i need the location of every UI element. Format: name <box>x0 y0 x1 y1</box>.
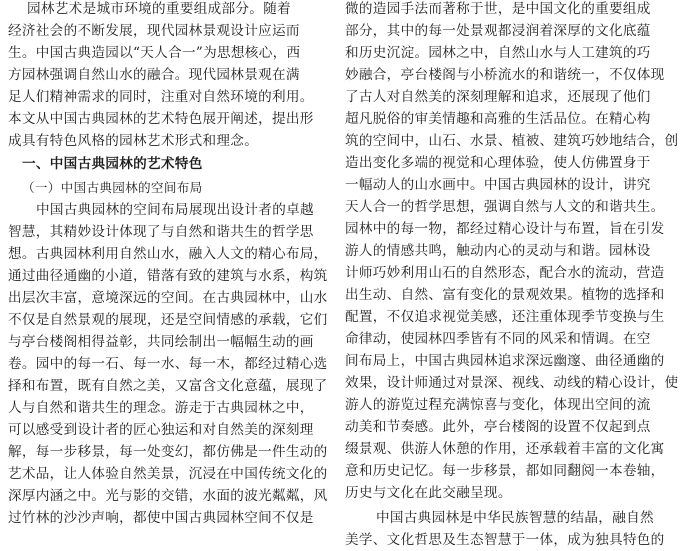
text-line: 中国古典园林是中华民族智慧的结晶，融自然 <box>376 510 654 526</box>
text-line: 效果，设计师通过对景深、视线、动线的精心设计，使 <box>345 375 679 391</box>
text-line: 足人们精神需求的同时，注重对自然环境的利用。 <box>8 89 314 105</box>
text-line: 命律动，使园林四季皆有不同的风采和情调。在空 <box>345 331 651 347</box>
text-line: 计师巧妙利用山石的自然形态，配合水的流动，营造 <box>345 265 665 281</box>
text-line: 天人合一的哲学思想，强调自然与人文的和谐共生。 <box>345 199 665 215</box>
text-line: 成具有特色风格的园林艺术形式和理念。 <box>8 133 259 149</box>
text-line: 想。古典园林利用自然山水，融入人文的精心布局， <box>8 246 328 262</box>
text-line: 过竹林的沙沙声响，都使中国古典园林空间不仅是 <box>8 510 314 526</box>
text-line: 深厚内涵之中。光与影的交错，水面的波光粼粼，风 <box>8 488 328 504</box>
text-line: 意和历史记忆。每一步移景，都如同翻阅一本卷轴， <box>345 463 665 479</box>
text-line: 间布局上，中国古典园林追求深远幽邃、曲径通幽的 <box>345 353 665 369</box>
text-line: 美学、文化哲思及生态智慧于一体，成为独具特色的 <box>345 532 665 548</box>
subsection-heading: （一）中国古典园林的空间布局 <box>22 180 203 195</box>
text-line: 卷。园中的每一石、每一水、每一木，都经过精心选 <box>8 356 328 372</box>
text-line: 妙融合，亭台楼阁与小桥流水的和谐统一，不仅体现 <box>345 67 665 83</box>
text-line: 艺术品，让人体验自然美景，沉浸在中国传统文化的 <box>8 466 328 482</box>
text-line: 智慧，其精妙设计体现了与自然和谐共生的哲学思 <box>8 224 314 240</box>
text-line: 历史与文化在此交融呈现。 <box>345 485 512 501</box>
text-line: 出层次丰富，意境深远的空间。在古典园林中，山水 <box>8 290 328 306</box>
text-line: 本文从中国古典园林的艺术特色展开阐述，提出形 <box>8 111 314 127</box>
text-line: 择和布置，既有自然之美，又富含文化意蕴，展现了 <box>8 378 328 394</box>
text-line: 配置，不仅追求视觉美感，还注重体现季节变换与生 <box>345 309 665 325</box>
text-line: 微的造园手法而著称于世，是中国文化的重要组成 <box>345 1 651 17</box>
text-line: 游人的情感共鸣，触动内心的灵动与和谐。园林设 <box>345 243 651 259</box>
section-heading: 一、中国古典园林的艺术特色 <box>22 156 203 172</box>
text-line: 造出变化多端的视觉和心理体验，使人仿佛置身于 <box>345 155 651 171</box>
text-line: 生。中国古典造园以“天人合一”为思想核心，西 <box>8 45 301 61</box>
text-line: 部分，其中的每一处景观都浸润着深厚的文化底蕴 <box>345 23 651 39</box>
text-line: 中国古典园林的空间布局展现出设计者的卓越 <box>36 202 314 218</box>
text-line: 一幅动人的山水画中。中国古典园林的设计，讲究 <box>345 177 651 193</box>
text-line: 经济社会的不断发展，现代园林景观设计应运而 <box>8 23 300 39</box>
text-line: 出生动、自然、富有变化的景观效果。植物的选择和 <box>345 287 665 303</box>
text-line: 与亭台楼阁相得益彰，共同绘制出一幅幅生动的画 <box>8 334 314 350</box>
text-line: 筑的空间中，山石、水景、植被、建筑巧妙地结合，创 <box>345 133 679 149</box>
text-line: 通过曲径通幽的小道，错落有致的建筑与水系，构筑 <box>8 268 328 284</box>
text-line: 方园林强调自然山水的融合。现代园林景观在满 <box>8 67 300 83</box>
text-line: 可以感受到设计者的匠心独运和对自然美的深刻理 <box>8 422 314 438</box>
text-line: 园林艺术是城市环境的重要组成部分。随着 <box>27 1 291 17</box>
text-line: 缀景观、供游人休憩的作用，还承载着丰富的文化寓 <box>345 441 665 457</box>
text-line: 超凡脱俗的审美情趣和高雅的生活品位。在精心构 <box>345 111 651 127</box>
text-line: 游人的游览过程充满惊喜与变化，体现出空间的流 <box>345 397 651 413</box>
text-line: 人与自然和谐共生的理念。游走于古典园林之中， <box>8 400 314 416</box>
text-line: 解，每一步移景，每一处变幻，都仿佛是一件生动的 <box>8 444 328 460</box>
text-line: 动美和节奏感。此外，亭台楼阁的设置不仅起到点 <box>345 419 651 435</box>
text-line: 了古人对自然美的深刻理解和追求，还展现了他们 <box>345 89 651 105</box>
text-line: 园林中的每一物，都经过精心设计与布置，旨在引发 <box>345 221 665 237</box>
text-line: 和历史沉淀。园林之中，自然山水与人工建筑的巧 <box>345 45 651 61</box>
text-line: 不仅是自然景观的展现，还是空间情感的承载，它们 <box>8 312 328 328</box>
